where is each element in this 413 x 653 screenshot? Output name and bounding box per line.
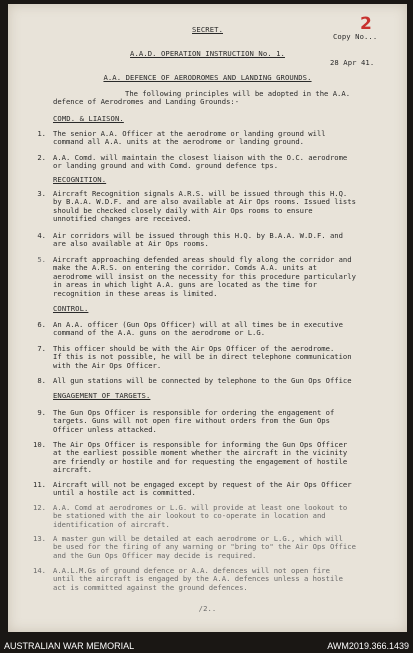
section-recognition: RECOGNITION. [53, 175, 107, 184]
paragraph: A master gun will be detailed at each aerodrome or L.G., which will be used for the firing of any warning or "bring to" the Air Ops Office and the Gun Ops Officer may decide is required. [53, 535, 356, 560]
document-title: A.A.D. OPERATION INSTRUCTION No. 1. [130, 49, 285, 58]
para-number: 12. [33, 503, 46, 512]
document-page [8, 4, 407, 632]
archive-name: AUSTRALIAN WAR MEMORIAL [4, 641, 135, 651]
paragraph: Aircraft approaching defended areas should fly along the corridor and make the A.R.S. on entering the corridor. Comds A.A. units at aerodrome will insist on the necessity for this procedure particularly in areas in which light A.A. guns are located as the time for recognition in these areas is limited. [53, 256, 356, 298]
paragraph: Aircraft Recognition signals A.R.S. will be issued through this H.Q. by B.A.A. W.D.F. and are also available at Air Ops rooms. Issued lists should be checked closely daily with Air Ops rooms to ensure unnotified changes are received. [53, 190, 356, 224]
document-subject: A.A. DEFENCE OF AERODROMES AND LANDING GROUNDS. [103, 73, 312, 82]
paragraph: A.A.L.M.Gs of ground defence or A.A. defences will not open fire until the aircraft is engaged by the A.A. defences unless a hostile act is committed against the ground defences. [53, 567, 343, 592]
para-number: 3. [37, 189, 46, 198]
para-number: 5. [37, 255, 46, 264]
paragraph: The Air Ops Officer is responsible for informing the Gun Ops Officer at the earliest possible moment whether the aircraft in the vicinity are friendly or hostile and for requesting the engagement of hostile aircraft. [53, 441, 348, 475]
secret-heading: SECRET. [192, 25, 223, 34]
para-number: 8. [37, 376, 46, 385]
paragraph: Air corridors will be issued through this H.Q. by B.A.A. W.D.F. and are also available at Air Ops rooms. [53, 232, 343, 249]
section-comd: COMD. & LIAISON. [53, 114, 124, 123]
para-number: 4. [37, 231, 46, 240]
para-number: 1. [37, 129, 46, 138]
paragraph: All gun stations will be connected by telephone to the Gun Ops Office [53, 377, 352, 385]
paragraph: This officer should be with the Air Ops Officer of the aerodrome. If this is not possible, he will be in direct telephone communication with the Air Ops Officer. [53, 345, 352, 370]
paragraph: A.A. Comd. will maintain the closest liaison with the O.C. aerodrome or landing ground and with Comd. ground defence tps. [53, 154, 348, 171]
para-number: 14. [33, 566, 46, 575]
continuation-marker: /2.. [198, 604, 217, 613]
archive-reference: AWM2019.366.1439 [327, 641, 409, 651]
archive-footer [0, 640, 413, 653]
paragraph: A.A. Comd at aerodromes or L.G. will provide at least one lookout to be stationed with the air lookout to co-operate in location and identification of aircraft. [53, 504, 348, 529]
paragraph: The senior A.A. Officer at the aerodrome or landing ground will command all A.A. units at the aerodrome or landing ground. [53, 130, 326, 147]
para-number: 10. [33, 440, 46, 449]
para-number: 9. [37, 408, 46, 417]
handwritten-page-number: 2 [360, 14, 372, 34]
paragraph: Aircraft will not be engaged except by request of the Air Ops Officer until a hostile act is committed. [53, 481, 352, 498]
document-date: 28 Apr 41. [330, 58, 375, 67]
para-number: 13. [33, 534, 46, 543]
intro-text: The following principles will be adopted in the A.A. defence of Aerodromes and Landing Grounds:- [53, 90, 351, 107]
section-engagement: ENGAGEMENT OF TARGETS. [53, 391, 151, 400]
para-number: 6. [37, 320, 46, 329]
para-number: 2. [37, 153, 46, 162]
paragraph: An A.A. officer (Gun Ops Officer) will at all times be in executive command of the A.A. guns on the aerodrome or L.G. [53, 321, 343, 338]
para-number: 11. [33, 480, 46, 489]
copy-number: Copy No... [333, 32, 378, 41]
section-control: CONTROL. [53, 304, 89, 313]
para-number: 7. [37, 344, 46, 353]
paragraph: The Gun Ops Officer is responsible for ordering the engagement of targets. Guns will not open fire without orders from the Gun Ops Officer unless attacked. [53, 409, 335, 434]
